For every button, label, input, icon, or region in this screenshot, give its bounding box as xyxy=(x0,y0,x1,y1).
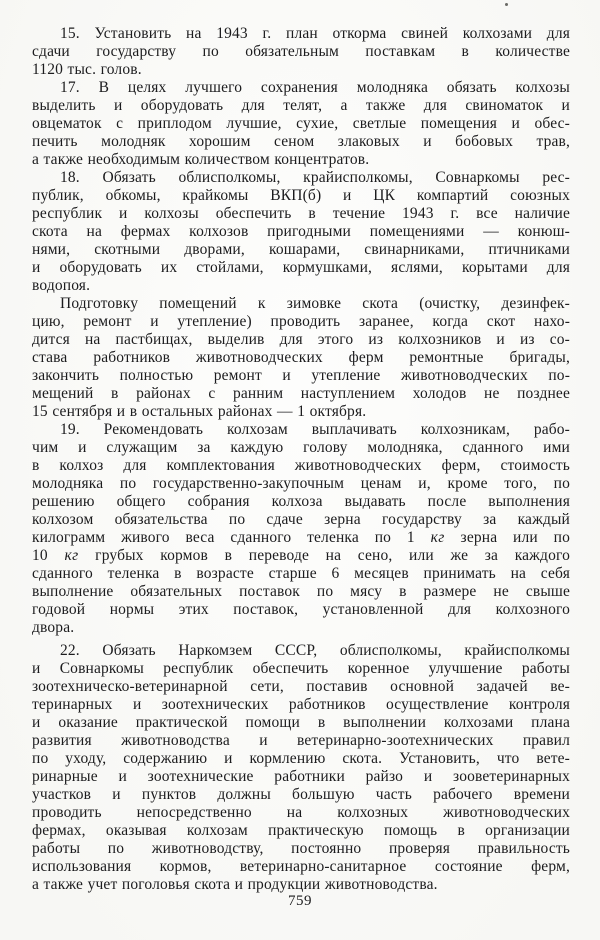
text-line: двора. xyxy=(32,619,75,636)
text-line: водопоя. xyxy=(32,277,91,294)
text-line: республик и колхозы обеспечить в течение 1943 г. все наличие xyxy=(32,205,570,222)
text-line: 15 сентября и в остальных районах — 1 октября. xyxy=(32,403,367,420)
text-line: и оборудовать их стойлами, кормушками, яслями, корытами для xyxy=(32,259,570,276)
text-line: развития животноводства и ветеринарно-зоотехнических правил xyxy=(32,732,570,749)
text-line: килограмм живого веса сданного теленка по 1 кг зерна или по xyxy=(32,529,570,546)
text-line: Подготовку помещений к зимовке скота (очистку, дезинфек- xyxy=(60,295,570,312)
text-line: овцематок с приплодом лучшие, сухие, светлые помещения и обес- xyxy=(32,115,570,132)
text-line: публик, обкомы, крайкомы ВКП(б) и ЦК компартий союзных xyxy=(32,187,570,204)
text-line: по уходу, содержанию и кормлению скота. Установить, что вете- xyxy=(32,750,570,767)
text-line: проводить непосредственно на колхозных животноводческих xyxy=(32,804,570,821)
text-line: 17. В целях лучшего сохранения молодняка обязать колхозы xyxy=(60,79,570,96)
text-line: скота на фермах колхозов пригодными помещениями — конюш- xyxy=(32,223,570,240)
text-line: участков и пунктов должны большую часть рабочего времени xyxy=(32,786,570,803)
text-line: а также необходимым количеством концентратов. xyxy=(32,151,370,168)
text-block xyxy=(32,25,570,894)
text-line: выполнение обязательных поставок по мясу в размере не свыше xyxy=(32,583,570,600)
paragraph-item-18 xyxy=(32,169,570,295)
text-line: закончить полностью ремонт и утепление животноводческих по- xyxy=(32,367,570,384)
text-line: мещений в районах с ранним наступлением холодов не позднее xyxy=(32,385,570,402)
text-line: а также учет поголовья скота и продукции животноводства. xyxy=(32,876,438,893)
text-line: ринарные и зоотехнические работники райзо и зооветеринарных xyxy=(32,768,570,785)
text-line: 10 кг грубых кормов в переводе на сено, или же за каждого xyxy=(32,547,570,564)
text-line: работы по животноводству, постоянно проверяя правильность xyxy=(32,840,570,857)
text-line: молодняка по государственно-закупочным ценам и, кроме того, по xyxy=(32,475,570,492)
paragraph-item-17 xyxy=(32,79,570,169)
text-line: 1120 тыс. голов. xyxy=(32,61,142,78)
text-line: использования кормов, ветеринарно-санитарное состояние ферм, xyxy=(32,858,570,875)
text-line: и Совнаркомы республик обеспечить коренное улучшение работы xyxy=(32,660,570,677)
text-line: зоотехническо-ветеринарной сети, поставив основной задачей ве- xyxy=(32,678,570,695)
text-line: решению общего собрания колхоза выдавать после выполнения xyxy=(32,493,570,510)
text-line: 15. Установить на 1943 г. план откорма свиней колхозами для xyxy=(60,25,570,42)
paragraph-item-18-winter-prep xyxy=(32,295,570,421)
text-line: дится на пастбищах, выделив для этого из колхозников и из со- xyxy=(32,331,570,348)
text-line: 19. Рекомендовать колхозам выплачивать колхозникам, рабо- xyxy=(60,421,570,438)
text-line: чим и служащим за каждую голову молодняка, сданного ими xyxy=(32,439,570,456)
text-line: 18. Обязать облисполкомы, крайисполкомы, Совнаркомы рес- xyxy=(60,169,570,186)
text-line: колхозом обязательства по сдаче зерна государству за каждый xyxy=(32,511,570,528)
text-line: фермах, оказывая колхозам практическую помощь в организации xyxy=(32,822,570,839)
text-line: в колхоз для комплектования животноводческих ферм, стоимость xyxy=(32,457,570,474)
scan-speck xyxy=(505,3,508,6)
text-line: става работников животноводческих ферм ремонтные бригады, xyxy=(32,349,570,366)
text-line: сдачи государству по обязательным поставкам в количестве xyxy=(32,43,570,60)
text-line: нями, скотными дворами, кошарами, свинарниками, птичниками xyxy=(32,241,570,258)
text-line: 22. Обязать Наркомзем СССР, облисполкомы, крайисполкомы xyxy=(60,642,570,659)
page-number: 759 xyxy=(288,893,312,909)
text-line: печить молодняк хорошим сеном злаковых и бобовых трав, xyxy=(32,133,570,150)
paragraph-item-19 xyxy=(32,421,570,637)
text-line: выделить и оборудовать для телят, а также для свиноматок и xyxy=(32,97,570,114)
text-line: сданного теленка в возрасте старше 6 месяцев принимать на себя xyxy=(32,565,570,582)
text-line: и оказание практической помощи в выполнении колхозами плана xyxy=(32,714,570,731)
paragraph-item-22 xyxy=(32,642,570,894)
text-line: теринарных и зоотехнических работников осуществление контроля xyxy=(32,696,570,713)
paragraph-item-15 xyxy=(32,25,570,79)
text-line: цию, ремонт и утепление) проводить заранее, когда скот нахо- xyxy=(32,313,570,330)
text-line: годовой нормы этих поставок, установленной для колхозного xyxy=(32,601,570,618)
